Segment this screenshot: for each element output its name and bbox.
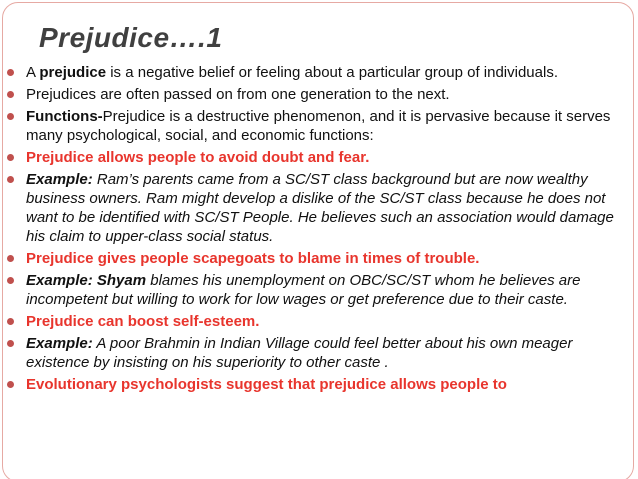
bullet-dot-icon <box>7 113 14 120</box>
bullet-self-esteem <box>0 312 638 331</box>
bullet-definition <box>0 63 638 82</box>
bullet-scapegoats <box>0 249 638 268</box>
bullet-example-ram <box>0 170 638 246</box>
bullet-bold-term: Example: <box>26 335 93 352</box>
bullet-example-brahmin <box>0 334 638 372</box>
slide-title: Prejudice….1 <box>39 22 223 53</box>
bullet-dot-icon <box>7 277 14 284</box>
bullet-dot-icon <box>7 255 14 262</box>
bullet-bold-term: Functions- <box>26 108 103 125</box>
bullet-dot-icon <box>7 176 14 183</box>
bullet-generations <box>0 85 638 104</box>
bullet-text: blames his unemployment on OBC/SC/ST whom he believes are incompetent but willing to work for low wages or get preference due to their caste. <box>26 272 581 308</box>
bullet-bold-term: Example: Shyam <box>26 272 147 289</box>
bullet-dot-icon <box>7 91 14 98</box>
bullet-example-shyam <box>0 271 638 309</box>
bullet-text: is a negative belief or feeling about a particular group of individuals. <box>106 64 558 81</box>
bullet-text: Prejudice allows people to avoid doubt and fear. <box>26 149 370 166</box>
bullet-text: Prejudice gives people scapegoats to blame in times of trouble. <box>26 250 480 267</box>
bullet-list <box>0 63 638 397</box>
bullet-dot-icon <box>7 69 14 76</box>
bullet-text: Ram’s parents came from a SC/ST class background but are now wealthy business owners. Ram might develop a dislike of the SC/ST class because he does not want to be identified with SC/ST People. He believes such an association would damage his claim to upper-class social status. <box>26 171 614 245</box>
bullet-text: Prejudice is a destructive phenomenon, and it is pervasive because it serves many psychological, social, and economic functions: <box>26 108 611 144</box>
bullet-bold-term: prejudice <box>39 64 107 81</box>
bullet-evolutionary <box>0 375 638 394</box>
bullet-functions <box>0 107 638 145</box>
bullet-bold-term: Example: <box>26 171 93 188</box>
bullet-dot-icon <box>7 381 14 388</box>
bullet-text: Prejudice can boost self-esteem. <box>26 313 260 330</box>
bullet-text: Evolutionary psychologists suggest that prejudice allows people to <box>26 376 507 393</box>
bullet-avoid-doubt <box>0 148 638 167</box>
bullet-dot-icon <box>7 318 14 325</box>
bullet-dot-icon <box>7 340 14 347</box>
bullet-text: A poor Brahmin in Indian Village could feel better about his own meager existence by insisting on his superiority to other caste . <box>26 335 573 371</box>
bullet-text: A <box>26 64 40 81</box>
bullet-dot-icon <box>7 154 14 161</box>
bullet-text: Prejudices are often passed on from one generation to the next. <box>26 86 450 103</box>
